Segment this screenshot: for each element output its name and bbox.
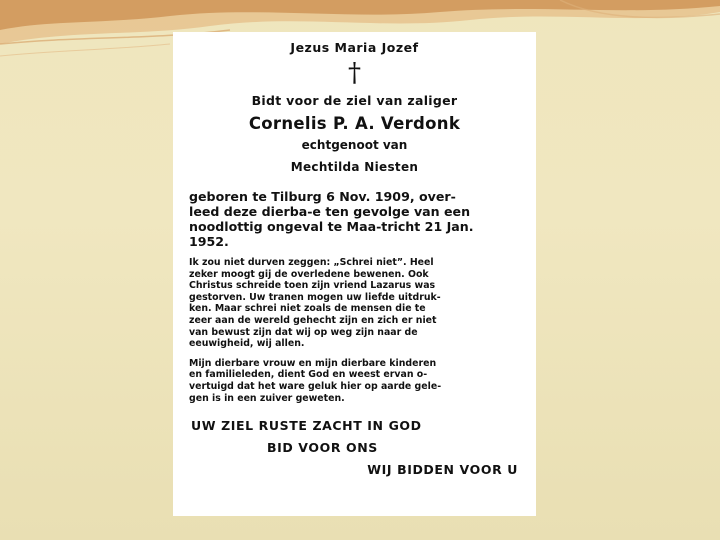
closing-line-2: BID VOOR ONS <box>267 440 378 456</box>
paragraph-line: Mijn dierbare vrouw en mijn dierbare kinderen <box>189 357 437 369</box>
paragraph-line: eeuwigheid, wij allen. <box>189 338 305 350</box>
cross-icon: † <box>348 58 361 88</box>
paragraph-line: Ik zou niet durven zeggen: „Schrei niet”. Heel <box>189 257 434 268</box>
closing-line-3: WIJ BIDDEN VOOR U <box>367 462 518 478</box>
paragraph-line: gestorven. Uw tranen mogen uw liefde uitdruk- <box>189 291 441 303</box>
paragraph-line: gen is in een zuiver geweten. <box>189 392 345 404</box>
paragraph-line: en familieleden, dient God en weest ervan o- <box>189 369 428 381</box>
family-paragraph <box>185 358 524 404</box>
prayer-line: Bidt voor de ziel van zaliger <box>251 93 458 108</box>
closing-line-1: UW ZIEL RUSTE ZACHT IN GOD <box>191 418 422 434</box>
birth-line: leed deze dierba-e ten gevolge van een <box>189 204 471 219</box>
paragraph-line: Christus schreide toen zijn vriend Lazarus was <box>189 280 436 292</box>
spouse-name: Mechtilda Niesten <box>290 160 419 174</box>
birth-line: 1952. <box>189 234 229 249</box>
memorial-card <box>173 32 536 516</box>
birth-line: noodlottig ongeval te Maa-tricht 21 Jan. <box>189 219 474 234</box>
spouse-label: echtgenoot van <box>301 138 408 152</box>
card-header: Jezus Maria Jozef <box>290 40 419 55</box>
paragraph-line: zeker moogt gij de overledene bewenen. Ook <box>189 268 429 280</box>
birth-death-text <box>185 189 524 249</box>
consolation-paragraph <box>185 257 524 350</box>
deceased-name: Cornelis P. A. Verdonk <box>248 114 461 133</box>
paragraph-line: ken. Maar schrei niet zoals de mensen die te <box>189 303 426 315</box>
paragraph-line: van bewust zijn dat wij op weg zijn naar de <box>189 326 418 338</box>
paragraph-line: zeer aan de wereld gehecht zijn en zich er niet <box>189 314 437 326</box>
birth-line: geboren te Tilburg 6 Nov. 1909, over- <box>189 189 456 204</box>
paragraph-line: vertuigd dat het ware geluk hier op aarde gele- <box>189 380 442 392</box>
